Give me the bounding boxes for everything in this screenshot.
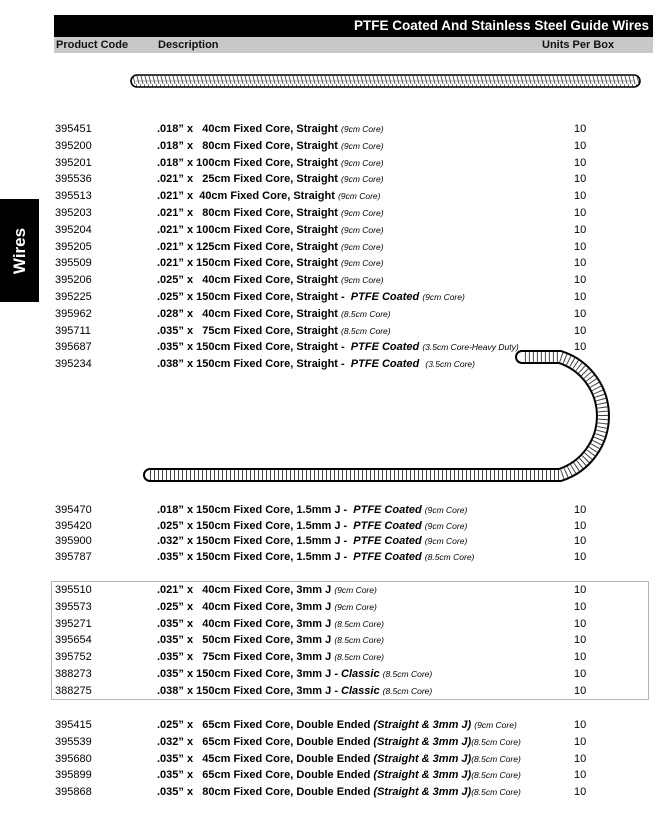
side-tab-label: Wires	[9, 227, 29, 274]
column-header-description: Description	[158, 39, 219, 51]
core-note: (9cm Core)	[422, 292, 465, 302]
product-code: 395510	[55, 584, 92, 596]
units-per-box: 10	[574, 307, 587, 320]
description-text: .021” x 25cm Fixed Core, Straight	[157, 173, 342, 186]
column-header-code: Product Code	[56, 39, 129, 51]
description-text: .035” x 150cm Fixed Core, Straight -	[157, 341, 351, 354]
product-code: 395200	[55, 139, 92, 152]
product-code: 395470	[55, 504, 92, 516]
product-code: 395573	[55, 600, 92, 613]
units-per-box: 10	[574, 617, 587, 630]
description-text: .035” x 40cm Fixed Core, 3mm J	[157, 617, 335, 630]
units-per-box: 10	[574, 786, 587, 799]
units-per-box: 10	[574, 274, 587, 287]
product-description	[157, 257, 384, 269]
core-note: (9cm Core)	[341, 174, 384, 185]
product-code: 395680	[55, 752, 92, 765]
core-note: (9cm Core)	[341, 258, 384, 269]
description-text: .035” x 150cm Fixed Core, 3mm J -	[157, 668, 342, 680]
table-row	[0, 736, 671, 752]
core-note: (9cm Core)	[341, 157, 384, 168]
description-text: .035” x 65cm Fixed Core, Double Ended	[157, 769, 374, 782]
product-code: 395201	[55, 156, 92, 169]
product-description	[157, 786, 521, 798]
table-row	[0, 224, 671, 240]
table-row	[0, 257, 671, 273]
table-row	[0, 719, 671, 735]
product-description	[157, 207, 384, 219]
product-description	[157, 308, 391, 320]
core-note: (9cm Core)	[474, 720, 517, 730]
table-row	[0, 753, 671, 769]
product-description	[157, 651, 384, 663]
product-code: 395539	[55, 735, 92, 748]
table-row	[0, 207, 671, 223]
product-code: 395752	[55, 651, 92, 664]
core-note: (9cm Core)	[341, 224, 384, 235]
core-note: (8.5cm Core)	[471, 753, 521, 764]
units-per-box: 10	[574, 634, 587, 647]
description-text: .021” x 125cm Fixed Core, Straight	[157, 240, 342, 253]
product-code: 395509	[55, 257, 92, 270]
product-description	[157, 634, 384, 646]
units-per-box: 10	[574, 519, 587, 532]
description-emphasis: (Straight & 3mm J)	[373, 769, 472, 782]
product-code: 395787	[55, 550, 92, 563]
description-text: .018” x 100cm Fixed Core, Straight	[157, 156, 342, 169]
product-code: 395271	[55, 617, 92, 630]
units-per-box: 10	[574, 735, 587, 748]
description-text: .018” x 150cm Fixed Core, 1.5mm J -	[157, 504, 354, 516]
units-per-box: 10	[574, 123, 587, 135]
product-code: 395203	[55, 207, 92, 219]
product-description	[157, 504, 467, 516]
section-title-bar	[54, 15, 653, 37]
product-code: 395899	[55, 769, 92, 782]
table-row	[0, 651, 671, 667]
description-text: .038” x 150cm Fixed Core, 3mm J -	[157, 684, 342, 697]
description-text: .028” x 40cm Fixed Core, Straight	[157, 307, 342, 320]
core-note: (8.5cm Core)	[341, 325, 391, 336]
description-text: .032” x 65cm Fixed Core, Double Ended	[157, 735, 374, 748]
section-title: PTFE Coated And Stainless Steel Guide Wires	[354, 18, 649, 33]
units-per-box: 10	[574, 769, 587, 782]
description-text: .021” x 150cm Fixed Core, Straight	[157, 257, 342, 270]
table-row	[0, 358, 671, 374]
product-code: 395513	[55, 190, 92, 203]
core-note: (9cm Core)	[424, 520, 468, 531]
description-text: .025” x 40cm Fixed Core, 3mm J	[157, 600, 335, 613]
product-description	[157, 769, 521, 781]
table-row	[0, 123, 671, 139]
product-code: 395654	[55, 634, 92, 647]
description-emphasis: PTFE Coated	[353, 550, 425, 563]
units-per-box: 10	[574, 240, 587, 253]
table-row	[0, 241, 671, 257]
product-description	[157, 190, 380, 202]
product-code: 395205	[55, 240, 92, 253]
product-code: 395451	[55, 123, 92, 135]
core-note: (8.5cm Core)	[424, 551, 475, 562]
product-code: 395415	[55, 719, 92, 731]
units-per-box: 10	[574, 504, 587, 516]
product-description	[157, 140, 384, 152]
product-code: 395206	[55, 274, 92, 287]
product-description	[157, 291, 465, 303]
product-description	[157, 157, 384, 169]
units-per-box: 10	[574, 600, 587, 613]
table-row	[0, 173, 671, 189]
table-row	[0, 274, 671, 290]
core-note: (9cm Core)	[341, 275, 384, 286]
description-emphasis: (Straight & 3mm J)	[373, 752, 472, 765]
product-description	[157, 224, 384, 236]
core-note: (9cm Core)	[424, 536, 468, 546]
description-text: .021” x 80cm Fixed Core, Straight	[157, 207, 342, 219]
description-text: .035” x 75cm Fixed Core, Straight	[157, 324, 342, 337]
product-description	[157, 601, 377, 613]
core-note: (9cm Core)	[334, 601, 377, 612]
table-row	[0, 584, 671, 600]
product-code: 395711	[55, 324, 91, 337]
core-note: (3.5cm Core-Heavy Duty)	[422, 342, 519, 353]
units-per-box: 10	[574, 190, 587, 203]
description-emphasis: Classic	[341, 684, 383, 697]
description-emphasis: (Straight & 3mm J)	[373, 735, 472, 748]
description-text: .035” x 150cm Fixed Core, 1.5mm J -	[157, 550, 354, 563]
description-emphasis: PTFE Coated	[350, 291, 423, 303]
units-per-box: 10	[574, 719, 587, 731]
product-code: 395225	[55, 291, 92, 303]
column-header-units: Units Per Box	[542, 39, 615, 51]
description-emphasis: Classic	[341, 668, 383, 680]
units-per-box: 10	[574, 324, 587, 337]
table-row	[0, 140, 671, 156]
table-row	[0, 786, 671, 802]
table-row	[0, 551, 671, 567]
core-note: (9cm Core)	[334, 585, 377, 595]
description-emphasis: PTFE Coated	[350, 358, 426, 371]
description-text: .025” x 150cm Fixed Core, 1.5mm J -	[157, 519, 354, 532]
units-per-box: 10	[574, 257, 587, 270]
table-row	[0, 668, 671, 684]
units-per-box: 10	[574, 684, 587, 697]
description-text: .035” x 45cm Fixed Core, Double Ended	[157, 752, 374, 765]
table-row	[0, 634, 671, 650]
product-description	[157, 736, 521, 748]
product-description	[157, 668, 432, 680]
core-note: (8.5cm Core)	[471, 787, 521, 798]
product-code: 395900	[55, 535, 92, 547]
units-per-box: 10	[574, 752, 587, 765]
units-per-box: 10	[574, 173, 587, 186]
product-code: 395234	[55, 358, 92, 371]
core-note: (9cm Core)	[337, 191, 381, 202]
product-description	[157, 753, 521, 765]
table-row	[0, 504, 671, 520]
table-row	[0, 157, 671, 173]
core-note: (9cm Core)	[341, 241, 384, 252]
product-code: 395204	[55, 223, 92, 236]
description-emphasis: (Straight & 3mm J)	[373, 786, 472, 799]
product-description	[157, 274, 384, 286]
product-code: 388275	[55, 684, 92, 697]
core-note: (8.5cm Core)	[382, 685, 433, 696]
description-text: .021” x 40cm Fixed Core, Straight	[157, 190, 338, 203]
description-text: .021” x 40cm Fixed Core, 3mm J	[157, 584, 335, 596]
core-note: (8.5cm Core)	[471, 736, 521, 747]
table-row	[0, 685, 671, 701]
description-text: .032” x 150cm Fixed Core, 1.5mm J -	[157, 535, 354, 547]
table-row	[0, 325, 671, 341]
units-per-box: 10	[574, 156, 587, 169]
core-note: (8.5cm Core)	[471, 770, 521, 781]
table-row	[0, 769, 671, 785]
product-description	[157, 584, 377, 596]
units-per-box: 10	[574, 668, 587, 680]
description-emphasis: PTFE Coated	[350, 341, 423, 354]
product-description	[157, 535, 467, 547]
units-per-box: 10	[574, 535, 587, 547]
table-row	[0, 535, 671, 551]
core-note: (9cm Core)	[424, 505, 468, 515]
column-header-bar	[54, 37, 653, 53]
straight-wire-illustration	[128, 72, 644, 92]
product-description	[157, 719, 517, 731]
product-description	[157, 520, 467, 532]
units-per-box: 10	[574, 223, 587, 236]
product-description	[157, 173, 384, 185]
units-per-box: 10	[574, 341, 587, 354]
table-row	[0, 520, 671, 536]
core-note: (9cm Core)	[341, 140, 384, 151]
table-row	[0, 308, 671, 324]
product-description	[157, 618, 384, 630]
description-text: .025” x 40cm Fixed Core, Straight	[157, 274, 342, 287]
description-text: .038” x 150cm Fixed Core, Straight -	[157, 358, 351, 371]
product-description	[157, 123, 384, 135]
units-per-box: 10	[574, 207, 587, 219]
description-text: .018” x 40cm Fixed Core, Straight	[157, 123, 342, 135]
product-description	[157, 685, 432, 697]
description-text: .018” x 80cm Fixed Core, Straight	[157, 139, 342, 152]
description-text: .021” x 100cm Fixed Core, Straight	[157, 223, 342, 236]
table-row	[0, 601, 671, 617]
product-description	[157, 358, 475, 370]
units-per-box: 10	[574, 139, 587, 152]
product-code: 395962	[55, 307, 92, 320]
description-emphasis: PTFE Coated	[353, 504, 425, 516]
units-per-box: 10	[574, 550, 587, 563]
description-text: .035” x 80cm Fixed Core, Double Ended	[157, 786, 374, 799]
table-row	[0, 190, 671, 206]
core-note: (8.5cm Core)	[334, 635, 384, 646]
table-row	[0, 618, 671, 634]
description-text: .035” x 50cm Fixed Core, 3mm J	[157, 634, 335, 647]
description-emphasis: PTFE Coated	[353, 535, 425, 547]
core-note: (9cm Core)	[341, 208, 384, 218]
core-note: (3.5cm Core)	[425, 359, 475, 370]
description-text: .025” x 150cm Fixed Core, Straight -	[157, 291, 351, 303]
core-note: (9cm Core)	[341, 124, 384, 134]
core-note: (8.5cm Core)	[334, 618, 384, 629]
units-per-box: 10	[574, 651, 587, 664]
table-row	[0, 291, 671, 307]
product-description	[157, 325, 391, 337]
description-text: .025” x 65cm Fixed Core, Double Ended	[157, 719, 374, 731]
description-emphasis: PTFE Coated	[353, 519, 425, 532]
product-code: 395420	[55, 519, 92, 532]
core-note: (8.5cm Core)	[334, 652, 384, 663]
product-code: 395536	[55, 173, 92, 186]
units-per-box: 10	[574, 291, 587, 303]
units-per-box: 10	[574, 584, 587, 596]
product-code: 395687	[55, 341, 92, 354]
core-note: (8.5cm Core)	[382, 669, 433, 679]
product-code: 388273	[55, 668, 92, 680]
product-description	[157, 341, 519, 353]
core-note: (8.5cm Core)	[341, 308, 391, 319]
table-row	[0, 341, 671, 357]
description-emphasis: (Straight & 3mm J)	[373, 719, 475, 731]
product-description	[157, 241, 384, 253]
product-description	[157, 551, 474, 563]
description-text: .035” x 75cm Fixed Core, 3mm J	[157, 651, 335, 664]
product-code: 395868	[55, 786, 92, 799]
